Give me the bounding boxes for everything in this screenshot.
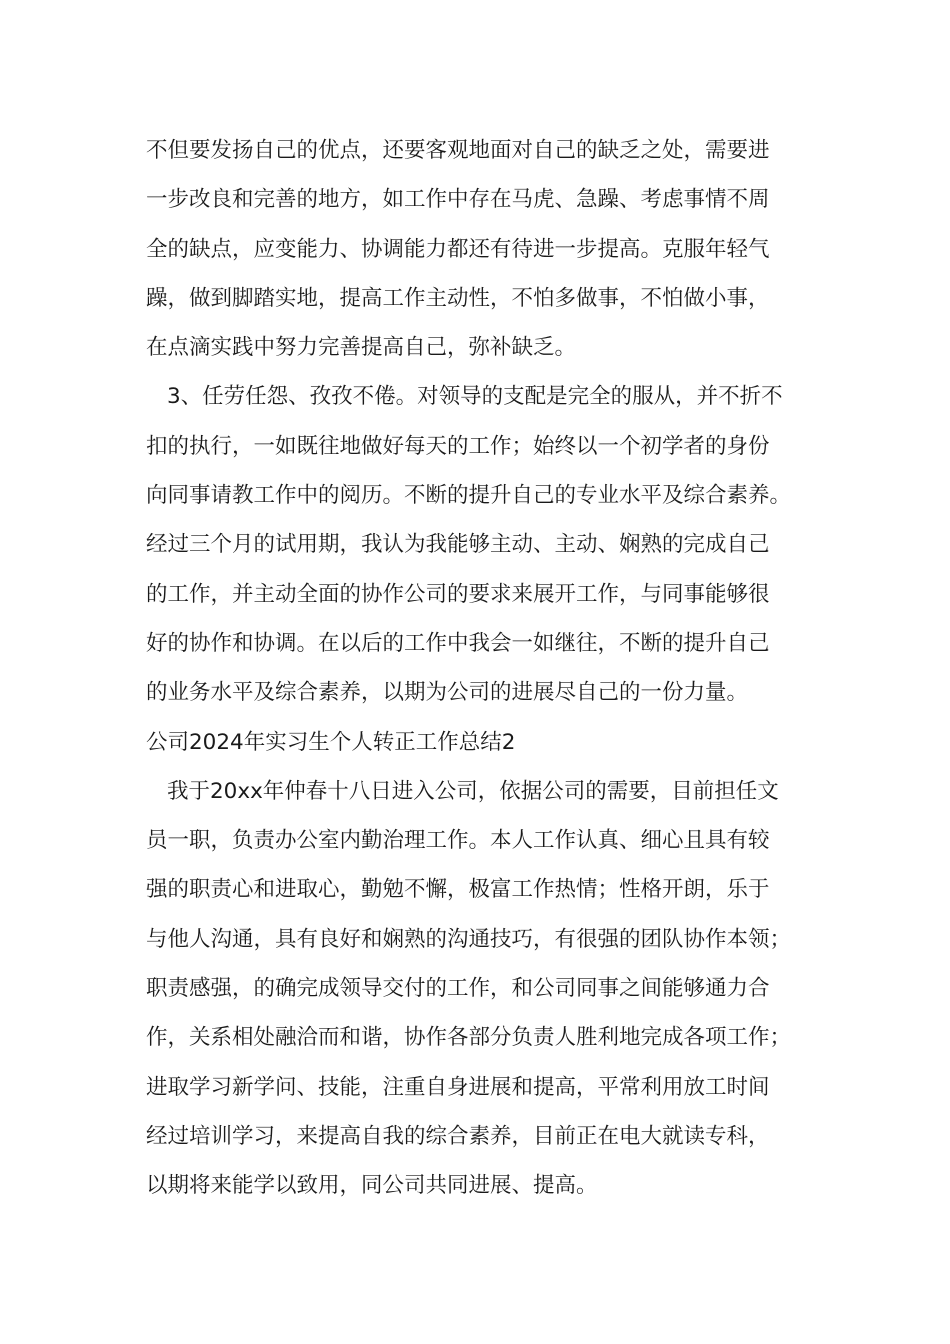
paragraph-line: 的工作，并主动全面的协作公司的要求来展开工作，与同事能够很 [146,581,770,607]
paragraph-line: 向同事请教工作中的阅历。不断的提升自己的专业水平及综合素养。 [146,483,792,509]
paragraph-line: 的业务水平及综合素养，以期为公司的进展尽自己的一份力量。 [146,680,749,706]
paragraph-line: 一步改良和完善的地方，如工作中存在马虎、急躁、考虑事情不周 [146,187,770,213]
paragraph-line: 在点滴实践中努力完善提高自己，弥补缺乏。 [146,335,577,361]
paragraph-line: 经过三个月的试用期，我认为我能够主动、主动、娴熟的完成自己 [146,532,770,558]
paragraph-line: 扣的执行，一如既往地做好每天的工作；始终以一个初学者的身份 [146,433,770,459]
paragraph-line: 员一职，负责办公室内勤治理工作。本人工作认真、细心且具有较 [146,828,770,854]
paragraph-line: 经过培训学习，来提高自我的综合素养，目前正在电大就读专科， [146,1123,770,1149]
paragraph-line: 作，关系相处融洽而和谐，协作各部分负责人胜利地完成各项工作； [146,1025,792,1051]
section-heading: 公司2024年实习生个人转正工作总结2 [146,729,516,755]
paragraph-line: 躁，做到脚踏实地，提高工作主动性，不怕多做事，不怕做小事， [146,285,770,311]
paragraph-line: 3、任劳任怨、孜孜不倦。对领导的支配是完全的服从，并不折不 [167,384,783,410]
paragraph-line: 不但要发扬自己的优点，还要客观地面对自己的缺乏之处，需要进 [146,138,770,163]
document-body [146,126,836,1211]
paragraph-line: 好的协作和协调。在以后的工作中我会一如继往，不断的提升自己 [146,630,770,656]
paragraph-line: 与他人沟通，具有良好和娴熟的沟通技巧，有很强的团队协作本领； [146,926,792,952]
paragraph-line: 进取学习新学问、技能，注重自身进展和提高，平常利用放工时间 [146,1074,770,1100]
paragraph-line: 职责感强，的确完成领导交付的工作，和公司同事之间能够通力合 [146,976,770,1002]
paragraph-line: 强的职责心和进取心，勤勉不懈，极富工作热情；性格开朗，乐于 [146,877,770,903]
paragraph-line: 全的缺点，应变能力、协调能力都还有待进一步提高。克服年轻气 [146,236,770,262]
paragraph-line: 以期将来能学以致用，同公司共同进展、提高。 [146,1173,598,1199]
paragraph-line: 我于20xx年仲春十八日进入公司，依据公司的需要，目前担任文 [167,778,779,804]
